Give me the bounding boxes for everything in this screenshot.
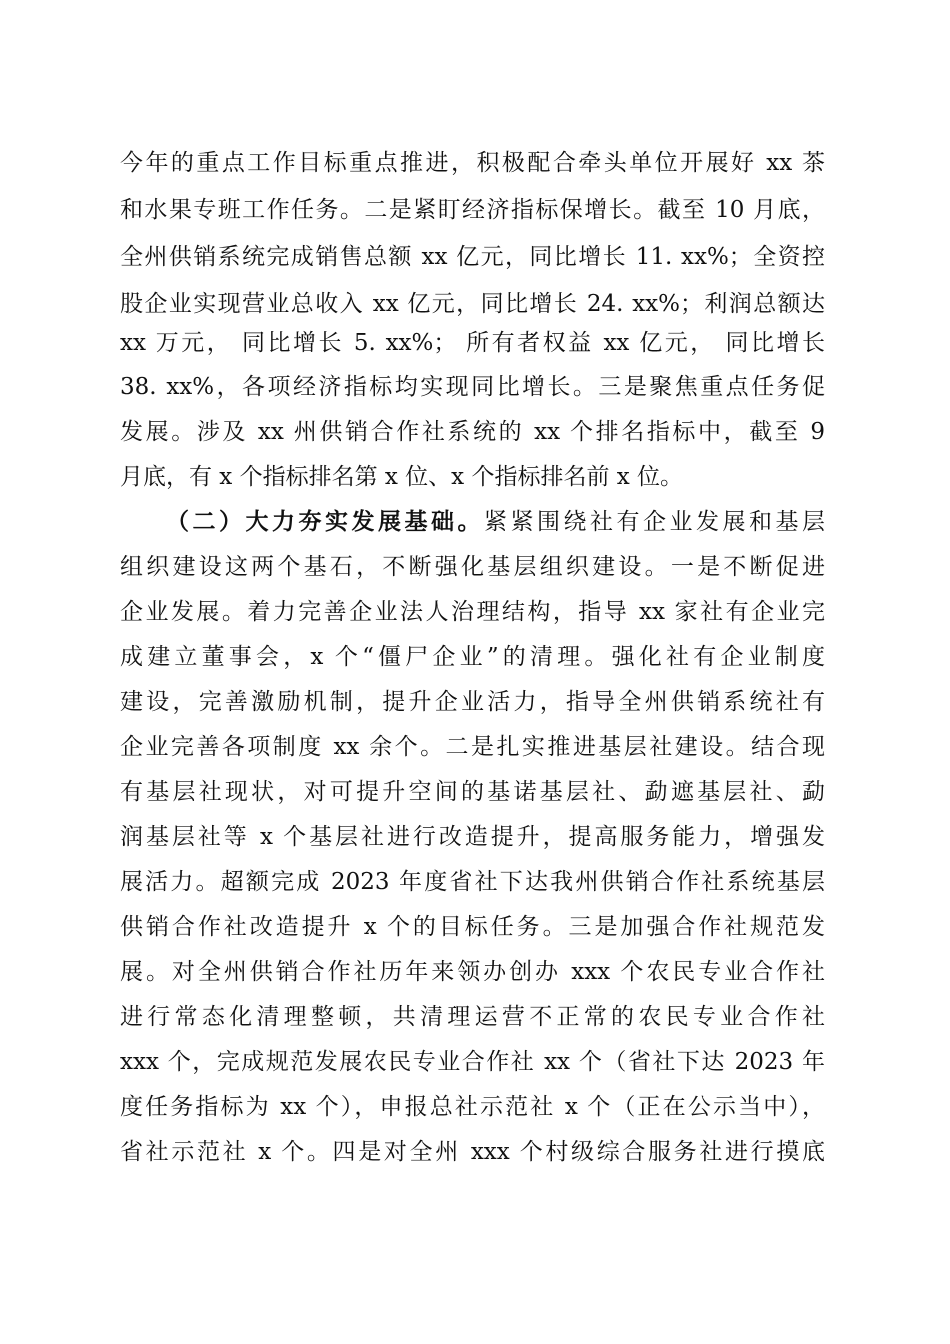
- p2-line-3: 企业发展。着力完善企业法人治理结构，指导 xx 家社有企业完: [120, 599, 825, 625]
- p2-line-1: [166, 505, 825, 539]
- p2-line-7: 有基层社现状，对可提升空间的基诺基层社、勐遮基层社、勐: [120, 779, 825, 805]
- p2-line-5: 建设，完善激励机制，提升企业活力，指导全州供销系统社有: [120, 689, 825, 715]
- p2-line-6: 企业完善各项制度 xx 余个。二是扎实推进基层社建设。结合现: [120, 734, 825, 760]
- p1-line-4: 股企业实现营业总收入 xx 亿元，同比增长 24. xx%；利润总额达: [120, 291, 825, 317]
- p1-line-3: 全州供销系统完成销售总额 xx 亿元，同比增长 11. xx%；全资控: [120, 244, 825, 270]
- p1-line-7: 发展。涉及 xx 州供销合作社系统的 xx 个排名指标中，截至 9: [120, 419, 825, 445]
- p2-line-9: 展活力。超额完成 2023 年度省社下达我州供销合作社系统基层: [120, 869, 825, 895]
- p2-line-11: 展。对全州供销合作社历年来领办创办 xxx 个农民专业合作社: [120, 959, 825, 985]
- p2-line-4: 成建立董事会，x 个“僵尸企业”的清理。强化社有企业制度: [120, 644, 825, 670]
- p1-line-8: 月底，有 x 个指标排名第 x 位、x 个指标排名前 x 位。: [120, 464, 684, 490]
- p2-line-10: 供销合作社改造提升 x 个的目标任务。三是加强合作社规范发: [120, 914, 825, 940]
- p2-line-14: 度任务指标为 xx 个），申报总社示范社 x 个（正在公示当中），: [120, 1094, 825, 1120]
- p1-line-5: xx 万元， 同比增长 5. xx%； 所有者权益 xx 亿元， 同比增长: [120, 330, 825, 356]
- p2-line-13: xxx 个，完成规范发展农民专业合作社 xx 个（省社下达 2023 年: [120, 1049, 825, 1075]
- p1-line-2: 和水果专班工作任务。二是紧盯经济指标保增长。截至 10 月底，: [120, 197, 825, 223]
- section-heading: （二）大力夯实发展基础。: [166, 508, 484, 535]
- p1-line-1: 今年的重点工作目标重点推进，积极配合牵头单位开展好 xx 茶: [120, 150, 825, 176]
- p2-line-2: 组织建设这两个基石，不断强化基层组织建设。一是不断促进: [120, 554, 825, 580]
- p2-line-1-text: 紧紧围绕社有企业发展和基层: [484, 509, 825, 535]
- p1-line-6: 38. xx%，各项经济指标均实现同比增长。三是聚焦重点任务促: [120, 374, 825, 400]
- p2-line-8: 润基层社等 x 个基层社进行改造提升，提高服务能力，增强发: [120, 824, 825, 850]
- p2-line-12: 进行常态化清理整顿，共清理运营不正常的农民专业合作社: [120, 1004, 825, 1030]
- p2-line-15: 省社示范社 x 个。四是对全州 xxx 个村级综合服务社进行摸底: [120, 1139, 825, 1165]
